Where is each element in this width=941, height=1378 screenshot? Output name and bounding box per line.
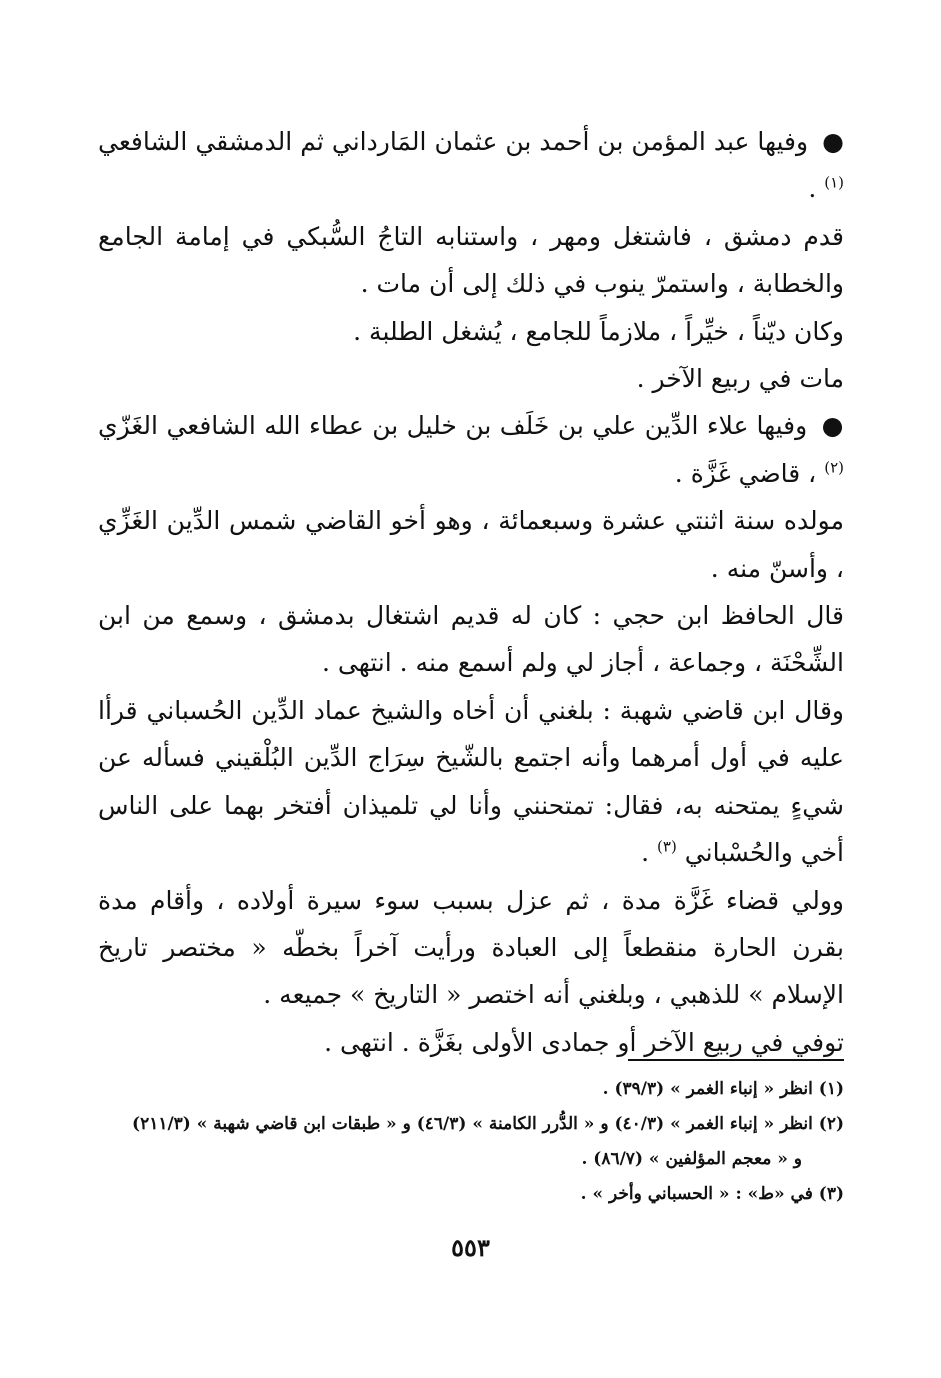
paragraph-text: مولده سنة اثنتي عشرة وسبعمائة ، وهو أخو القاضي شمس الدِّين الغَزِّي ، وأسنّ منه . bbox=[98, 506, 844, 583]
paragraph-text: وفيها عبد المؤمن بن أحمد بن عثمان المَارداني ثم الدمشقي الشافعي bbox=[98, 127, 809, 156]
paragraph-text: وولي قضاء غَزَّة مدة ، ثم عزل بسبب سوء سيرة أولاده ، وأقام مدة بقرن الحارة منقطعاً إلى العبادة ورأيت آخراً بخطّه « مختصر تاريخ الإسلام » للذهبي ، وبلغني أنه اختصر « التاريخ » جميعه . bbox=[98, 885, 844, 1010]
paragraph-text: قال الحافظ ابن حجي : كان له قديم اشتغال بدمشق ، وسمع من ابن الشِّحْنَة ، وجماعة ، أجاز لي ولم أسمع منه . انتهى . bbox=[98, 601, 844, 678]
bullet-icon: ● bbox=[821, 411, 844, 441]
paragraph-text: . bbox=[641, 838, 650, 868]
paragraph-text: . bbox=[808, 174, 817, 204]
page-number: ٥٥٣ bbox=[451, 1233, 490, 1262]
paragraph-text: وقال ابن قاضي شهبة : بلغني أن أخاه والشيخ عماد الدِّين الحُسباني قرأا عليه في أول أمرهما وأنه اجتمع بالشّيخ سِرَاج الدِّين البُلْقيني فسأله عن شيءٍ يمتحنه به، فقال: تمتحنني وأنا لي تلميذان أفتخر بهما على الناس أخي والحُسْباني bbox=[98, 695, 844, 868]
footnote-item: (٣) في «ط» : « الحسباني وأخر » . bbox=[580, 1184, 844, 1204]
footnote-marker: (١) bbox=[824, 174, 844, 193]
paragraph-quote bbox=[98, 687, 844, 877]
main-text bbox=[98, 118, 844, 1066]
footnote-marker: (٢) bbox=[824, 458, 844, 477]
paragraph-text: وفيها علاء الدِّين علي بن خَلَف بن خليل بن عطاء الله الشافعي الغَزّي bbox=[98, 411, 808, 441]
paragraph-biography-ghazzi bbox=[98, 402, 844, 497]
paragraph-text: توفي في ربيع الآخر أو جمادى الأولى بغَزَّة . انتهى . bbox=[324, 1027, 844, 1057]
footnote-item: (١) انظر « إنباء الغمر » (٣٩/٣) . bbox=[602, 1079, 844, 1099]
paragraph-text: ، قاضي غَزَّة . bbox=[674, 458, 817, 488]
paragraph-text: مات في ربيع الآخر . bbox=[636, 364, 844, 394]
footnote-continuation: و « معجم المؤلفين » (٨٦/٧) . bbox=[581, 1149, 802, 1169]
paragraph-biography-maridani bbox=[98, 118, 844, 213]
paragraph-text: وكان ديّناً ، خيِّراً ، ملازماً للجامع ، يُشغل الطلبة . bbox=[353, 316, 844, 346]
footnotes bbox=[98, 1072, 844, 1212]
footnote-marker: (٣) bbox=[657, 837, 677, 856]
bullet-icon: ● bbox=[822, 127, 844, 156]
paragraph-text: قدم دمشق ، فاشتغل ومهر ، واستنابه التاجُ السُّبكي في إمامة الجامع والخطابة ، واستمرّ ينوب في ذلك إلى أن مات . bbox=[98, 221, 844, 299]
footnote-divider bbox=[628, 1059, 844, 1061]
footnote-item: (٢) انظر « إنباء الغمر » (٤٠/٣) و « الدُّرر الكامنة » (٤٦/٣) و « طبقات ابن قاضي شهبة » (٢١١/٣) bbox=[132, 1114, 844, 1134]
